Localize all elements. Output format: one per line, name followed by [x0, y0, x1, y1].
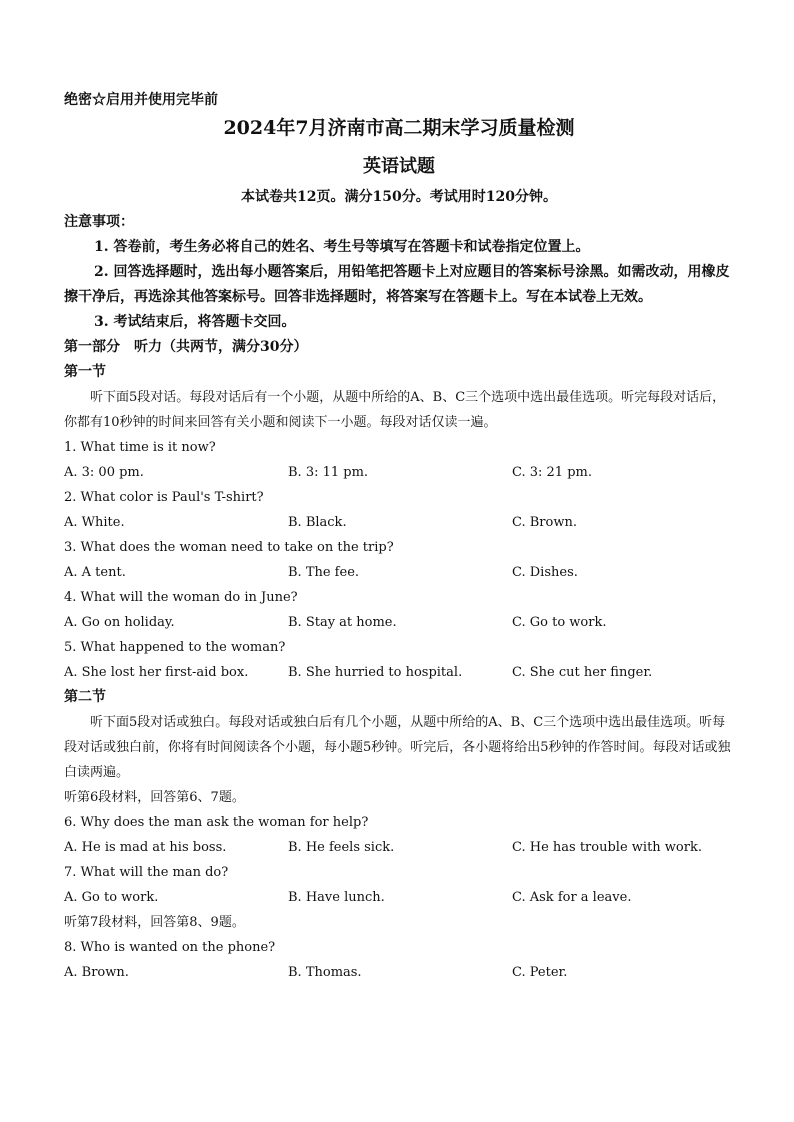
option-b: B. The fee. [288, 565, 360, 580]
question-stem: 5. What happened to the woman? [64, 640, 286, 655]
option-c: C. Go to work. [512, 615, 607, 630]
option-b: B. Have lunch. [288, 890, 385, 905]
exam-meta: 本试卷共12页。满分150分。考试用时120分钟。 [241, 189, 557, 205]
option-c: C. Dishes. [512, 565, 578, 580]
option-row [64, 960, 734, 985]
option-a: A. He is mad at his boss. [64, 840, 227, 855]
section1-instructions: 听下面5段对话。每段对话后有一个小题，从题中所给的A、B、C三个选项中选出最佳选项。听完每段对话后，你都有10秒钟的时间来回答有关小题和阅读下一小题。每段对话仅读一遍。 [64, 390, 726, 430]
option-b: B. Black. [288, 515, 347, 530]
option-row [64, 835, 734, 860]
question-stem: 6. Why does the man ask the woman for help? [64, 815, 369, 830]
material-note: 听第6段材料，回答第6、7题。 [64, 790, 245, 805]
option-a: A. Go on holiday. [64, 615, 175, 630]
option-a: A. 3: 00 pm. [64, 465, 144, 480]
option-b: B. 3: 11 pm. [288, 465, 369, 480]
note-item: 1. 答卷前，考生务必将自己的姓名、考生号等填写在答题卡和试卷指定位置上。 [94, 239, 590, 255]
option-a: A. She lost her first-aid box. [64, 665, 249, 680]
option-c: C. 3: 21 pm. [512, 465, 592, 480]
option-row [64, 660, 734, 685]
question-stem: 8. Who is wanted on the phone? [64, 940, 276, 955]
question-stem: 1. What time is it now? [64, 440, 216, 455]
option-b: B. Thomas. [288, 965, 362, 980]
subject-title: 英语试题 [363, 156, 435, 177]
option-row [64, 460, 734, 485]
confidential-label: 绝密☆启用并使用完毕前 [64, 92, 218, 108]
note-item: 2. 回答选择题时，选出每小题答案后，用铅笔把答题卡上对应题目的答案标号涂黑。如需改动，用橡皮擦干净后，再选涂其他答案标号。回答非选择题时，将答案写在答题卡上。写在本试卷上无效。 [64, 264, 730, 305]
option-a: A. White. [64, 515, 125, 530]
option-b: B. She hurried to hospital. [288, 665, 463, 680]
option-a: A. A tent. [64, 565, 126, 580]
option-c: C. Brown. [512, 515, 577, 530]
option-c: C. She cut her finger. [512, 665, 653, 680]
note-item: 3. 考试结束后，将答题卡交回。 [94, 314, 296, 330]
notes-heading: 注意事项： [64, 214, 134, 230]
section2-heading: 第二节 [64, 689, 106, 705]
option-a: A. Brown. [64, 965, 129, 980]
option-c: C. Peter. [512, 965, 568, 980]
option-row [64, 560, 734, 585]
section2-instructions: 听下面5段对话或独白。每段对话或独白后有几个小题，从题中所给的A、B、C三个选项中选出最佳选项。听每段对话或独白前，你将有时间阅读各个小题，每小题5秒钟。听完后，各小题将给出5秒钟的作答时间。每段对话或独白读两遍。 [64, 715, 731, 780]
option-c: C. He has trouble with work. [512, 840, 702, 855]
option-row [64, 885, 734, 910]
option-b: B. He feels sick. [288, 840, 395, 855]
question-stem: 4. What will the woman do in June? [64, 590, 298, 605]
exam-page [64, 88, 734, 985]
option-row [64, 510, 734, 535]
option-a: A. Go to work. [64, 890, 159, 905]
section1-heading: 第一节 [64, 364, 106, 380]
option-row [64, 610, 734, 635]
part1-heading: 第一部分 听力（共两节，满分30分） [64, 339, 308, 355]
question-stem: 7. What will the man do? [64, 865, 229, 880]
question-stem: 2. What color is Paul's T-shirt? [64, 490, 264, 505]
option-b: B. Stay at home. [288, 615, 397, 630]
exam-title: 2024年7月济南市高二期末学习质量检测 [223, 117, 575, 139]
material-note: 听第7段材料，回答第8、9题。 [64, 915, 245, 930]
question-stem: 3. What does the woman need to take on the trip? [64, 540, 394, 555]
option-c: C. Ask for a leave. [512, 890, 632, 905]
